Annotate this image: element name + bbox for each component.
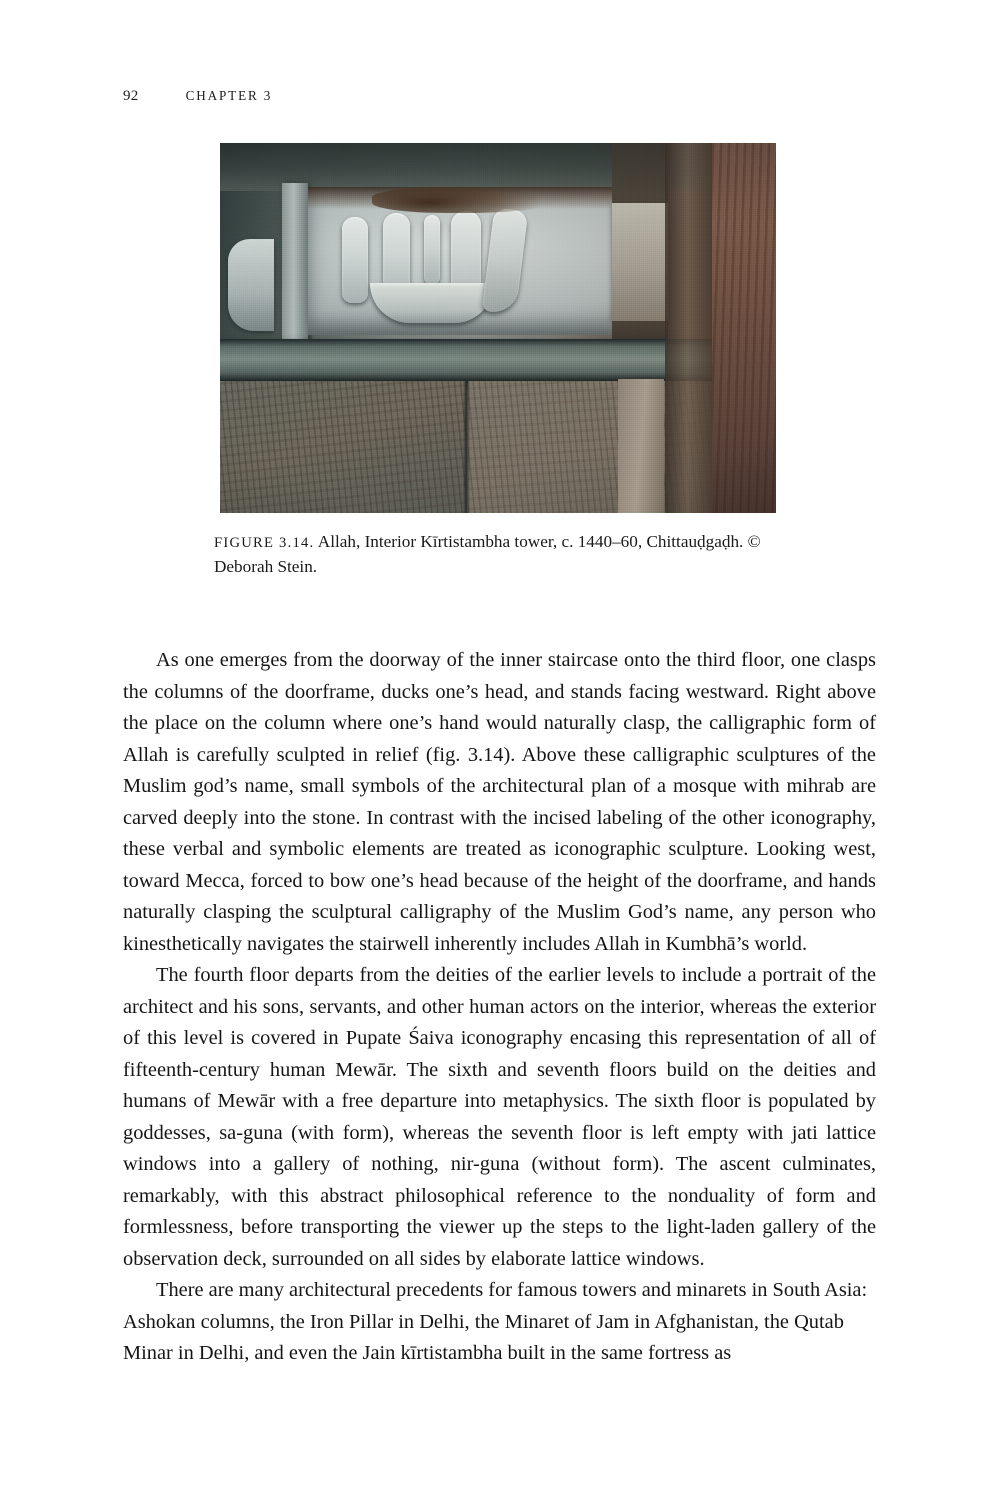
photo-film-grain bbox=[220, 143, 776, 513]
photo-block-seam bbox=[463, 381, 470, 513]
photo-vertical-strut bbox=[282, 183, 308, 343]
photo-chiselled-block-left bbox=[220, 381, 466, 513]
figure-caption bbox=[214, 530, 790, 580]
figure-3-14 bbox=[220, 143, 776, 513]
chapter-label: CHAPTER 3 bbox=[185, 88, 273, 103]
photo-upper-shadow-band bbox=[220, 143, 776, 191]
photo-right-recess bbox=[665, 143, 715, 513]
photo-glyph-stroke-small bbox=[424, 215, 440, 285]
photo-glyph-alif-1 bbox=[342, 217, 368, 303]
photo-glyph-bowl bbox=[370, 283, 494, 323]
photo-right-pilaster bbox=[712, 143, 776, 513]
body-paragraph: As one emerges from the doorway of the inner staircase onto the third floor, one clasps the columns of the doorframe, ducks one’s head, and stands facing westward. Right above the place on the column where one’s hand would naturally clasp, the calligraphic form of Allah is carefully sculpted in relief (fig. 3.14). Above these calligraphic sculptures of the Muslim god’s name, small symbols of the architectural plan of a mosque with mihrab are carved deeply into the stone. In contrast with the incised labeling of the other iconography, these verbal and symbolic elements are treated as iconographic sculpture. Looking west, toward Mecca, forced to bow one’s head because of the height of the doorframe, and hands naturally clasping the sculptural calligraphy of the Muslim God’s name, any person who kinesthetically navigates the stairwell inherently includes Allah in Kumbhā’s world. bbox=[123, 649, 876, 955]
photo-mid-column-lower-face bbox=[618, 379, 664, 513]
photo-moulding-ledge bbox=[220, 339, 712, 381]
figure-photograph bbox=[220, 143, 776, 513]
photo-glyph-lam-2 bbox=[451, 211, 481, 307]
photo-panel-top-shadow bbox=[308, 187, 658, 209]
photo-mid-column-light-block bbox=[612, 203, 668, 321]
photo-glyph-ha-tail bbox=[482, 207, 528, 314]
figure-caption-text: Allah, Interior Kīrtistambha tower, c. 1440–60, Chittauḍgaḍh. © Deborah Stein. bbox=[214, 532, 761, 576]
photo-chiselled-block-right bbox=[468, 381, 714, 513]
photo-glyph-partial-left bbox=[228, 239, 274, 331]
photo-glyph-lam-1 bbox=[383, 213, 410, 305]
body-paragraph: There are many architectural precedents for famous towers and minarets in South Asia: Ashokan columns, the Iron Pillar in Delhi, the Minaret of Jam in Afghanistan, the Qutab Minar in Delhi, and even the Jain kīrtistambha built in the same fortress as bbox=[123, 1279, 868, 1365]
page-number: 92 bbox=[123, 88, 139, 104]
figure-caption-label: FIGURE 3.14. bbox=[214, 535, 315, 551]
body-text-column bbox=[123, 645, 876, 1370]
photo-vignette bbox=[220, 143, 776, 513]
body-paragraph: The fourth floor departs from the deities of the earlier levels to include a portrait of the architect and his sons, servants, and other human actors on the interior, whereas the exterior of this level is covered in Pupate Śaiva iconography encasing this representation of all of fifteenth-century human Mewār. The sixth and seventh floors build on the deities and humans of Mewār with a free departure into metaphysics. The sixth floor is populated by goddesses, sa-guna (with form), whereas the seventh floor is left empty with jati lattice windows into a gallery of nothing, nir-guna (without form). The ascent culminates, remarkably, with this abstract philosophical reference to the nonduality of form and formlessness, before transporting the viewer up the steps to the light-laden gallery of the observation deck, surrounded on all sides by elaborate lattice windows. bbox=[123, 964, 876, 1270]
photo-left-column bbox=[220, 143, 312, 513]
running-head bbox=[123, 88, 272, 105]
photo-surface-staining bbox=[372, 187, 560, 213]
photo-base-layer bbox=[220, 143, 776, 513]
photo-mid-column-lower-recess bbox=[612, 321, 668, 379]
photo-calligraphy-panel bbox=[308, 187, 658, 335]
photo-mid-column-upper-recess bbox=[612, 143, 668, 203]
photo-color-cast bbox=[220, 143, 776, 513]
